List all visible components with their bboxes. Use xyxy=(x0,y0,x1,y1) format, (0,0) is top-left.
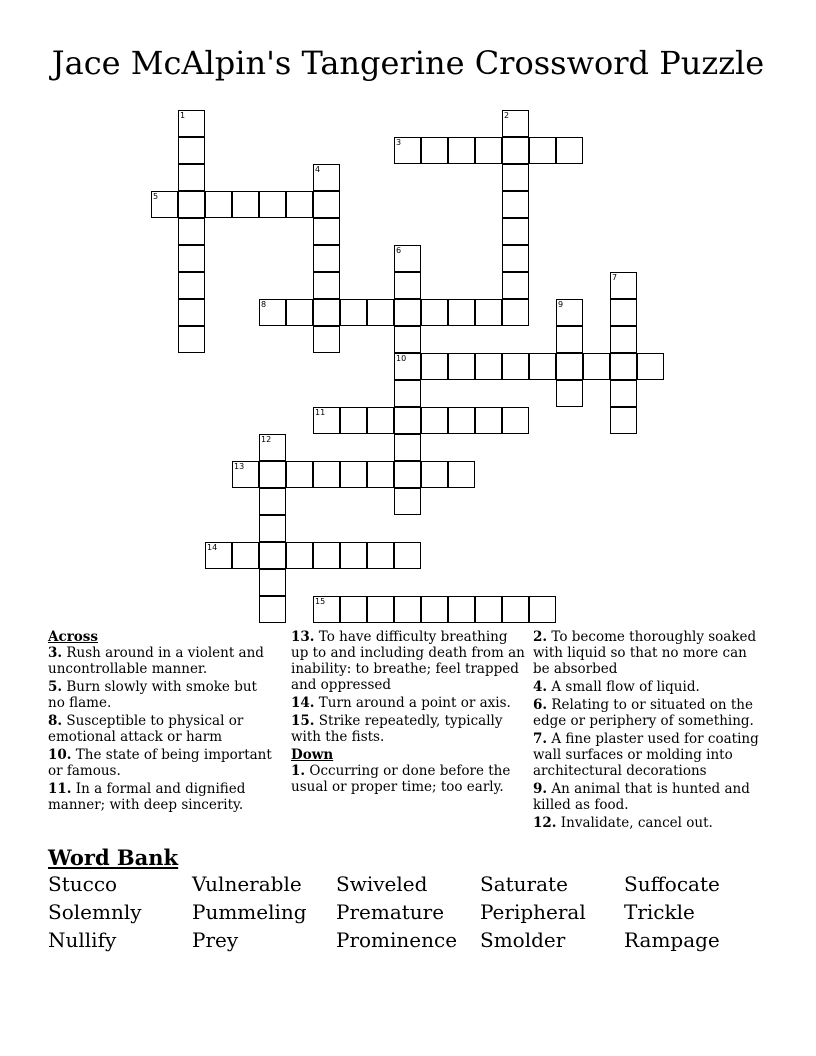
down-clue xyxy=(533,781,759,813)
clues-column-3 xyxy=(533,629,759,833)
grid-cell[interactable] xyxy=(529,353,556,380)
grid-cell[interactable] xyxy=(421,137,448,164)
grid-cell[interactable] xyxy=(394,434,421,461)
across-clue xyxy=(291,713,527,745)
across-clue xyxy=(291,629,527,693)
grid-cell[interactable] xyxy=(502,299,529,326)
grid-cell[interactable] xyxy=(448,353,475,380)
clue-text: An animal that is hunted and killed as food. xyxy=(533,781,750,813)
grid-cell[interactable] xyxy=(313,164,340,191)
clue-number: 7 xyxy=(612,273,618,282)
word-bank-item: Pummeling xyxy=(192,900,307,924)
clue-text: The state of being important or famous. xyxy=(48,747,272,779)
grid-cell[interactable] xyxy=(394,542,421,569)
grid-cell[interactable] xyxy=(556,380,583,407)
grid-cell[interactable] xyxy=(475,596,502,623)
word-bank-item: Saturate xyxy=(480,872,568,896)
grid-cell[interactable] xyxy=(394,596,421,623)
clue-number-label: 9. xyxy=(533,781,548,797)
word-bank-item: Peripheral xyxy=(480,900,586,924)
word-bank-item: Smolder xyxy=(480,928,566,952)
grid-cell[interactable] xyxy=(367,542,394,569)
grid-cell[interactable] xyxy=(448,299,475,326)
grid-cell[interactable] xyxy=(259,596,286,623)
clue-number-label: 4. xyxy=(533,679,548,695)
clue-text: A small flow of liquid. xyxy=(547,679,700,695)
word-bank-item: Rampage xyxy=(624,928,720,952)
down-clue xyxy=(533,815,759,831)
grid-cell[interactable] xyxy=(259,488,286,515)
grid-cell[interactable] xyxy=(502,245,529,272)
across-clue xyxy=(48,781,276,813)
grid-cell[interactable] xyxy=(475,353,502,380)
grid-cell[interactable] xyxy=(178,245,205,272)
clue-number: 8 xyxy=(261,300,267,309)
across-clue xyxy=(48,679,276,711)
grid-cell[interactable] xyxy=(313,461,340,488)
grid-cell[interactable] xyxy=(502,407,529,434)
down-clue xyxy=(533,679,759,695)
grid-cell[interactable] xyxy=(178,272,205,299)
grid-cell[interactable] xyxy=(259,542,286,569)
grid-cell[interactable] xyxy=(286,299,313,326)
clue-text: Rush around in a violent and uncontrollable manner. xyxy=(48,645,264,677)
grid-cell[interactable] xyxy=(502,110,529,137)
clue-number-label: 5. xyxy=(48,679,63,695)
grid-cell[interactable] xyxy=(232,191,259,218)
grid-cell[interactable] xyxy=(610,380,637,407)
clue-text: To become thoroughly soaked with liquid so that no more can be absorbed xyxy=(533,629,757,677)
clue-text: Susceptible to physical or emotional attack or harm xyxy=(48,713,244,745)
clue-number-label: 8. xyxy=(48,713,63,729)
grid-cell[interactable] xyxy=(313,542,340,569)
grid-cell[interactable] xyxy=(313,326,340,353)
down-clue xyxy=(533,731,759,779)
grid-cell[interactable] xyxy=(178,191,205,218)
grid-cell[interactable] xyxy=(421,353,448,380)
grid-cell[interactable] xyxy=(286,542,313,569)
grid-cell[interactable] xyxy=(178,137,205,164)
grid-cell[interactable] xyxy=(178,299,205,326)
clue-number: 14 xyxy=(207,543,218,552)
grid-cell[interactable] xyxy=(448,137,475,164)
puzzle-title: Jace McAlpin's Tangerine Crossword Puzzle xyxy=(51,44,765,82)
word-bank-item: Stucco xyxy=(48,872,118,896)
grid-cell[interactable] xyxy=(367,461,394,488)
grid-cell[interactable] xyxy=(259,569,286,596)
grid-cell[interactable] xyxy=(367,407,394,434)
clue-text: Strike repeatedly, typically with the fists. xyxy=(291,713,503,745)
down-heading: Down xyxy=(291,747,334,763)
word-bank-item: Swiveled xyxy=(336,872,428,896)
grid-cell[interactable] xyxy=(259,299,286,326)
grid-cell[interactable] xyxy=(610,407,637,434)
grid-cell[interactable] xyxy=(448,596,475,623)
word-bank xyxy=(48,872,788,952)
grid-cell[interactable] xyxy=(421,407,448,434)
grid-cell[interactable] xyxy=(475,299,502,326)
word-bank-item: Prey xyxy=(192,928,239,952)
clue-text: Relating to or situated on the edge or periphery of something. xyxy=(533,697,754,729)
grid-cell[interactable] xyxy=(610,326,637,353)
grid-cell[interactable] xyxy=(340,407,367,434)
clue-number: 3 xyxy=(396,138,402,147)
grid-cell[interactable] xyxy=(178,218,205,245)
clue-text: A fine plaster used for coating wall surfaces or molding into architectural decorations xyxy=(533,731,759,779)
grid-cell[interactable] xyxy=(232,461,259,488)
grid-cell[interactable] xyxy=(313,299,340,326)
clue-text: Turn around a point or axis. xyxy=(314,695,511,711)
grid-cell[interactable] xyxy=(286,191,313,218)
clue-number-label: 2. xyxy=(533,629,548,645)
grid-cell[interactable] xyxy=(394,272,421,299)
clue-number-label: 10. xyxy=(48,747,72,763)
grid-cell[interactable] xyxy=(394,137,421,164)
grid-cell[interactable] xyxy=(610,299,637,326)
across-clue xyxy=(48,645,276,677)
clue-number: 4 xyxy=(315,165,321,174)
word-bank-item: Trickle xyxy=(624,900,695,924)
grid-cell[interactable] xyxy=(394,488,421,515)
across-clue xyxy=(48,747,276,779)
grid-cell[interactable] xyxy=(394,299,421,326)
grid-cell[interactable] xyxy=(475,137,502,164)
grid-cell[interactable] xyxy=(637,353,664,380)
grid-cell[interactable] xyxy=(394,326,421,353)
clue-number-label: 12. xyxy=(533,815,557,831)
clue-number: 10 xyxy=(396,354,407,363)
grid-cell[interactable] xyxy=(313,596,340,623)
grid-cell[interactable] xyxy=(610,353,637,380)
grid-cell[interactable] xyxy=(232,542,259,569)
grid-cell[interactable] xyxy=(313,245,340,272)
grid-cell[interactable] xyxy=(394,245,421,272)
grid-cell[interactable] xyxy=(502,272,529,299)
clue-number-label: 13. xyxy=(291,629,315,645)
grid-cell[interactable] xyxy=(151,191,178,218)
clue-number-label: 11. xyxy=(48,781,72,797)
grid-cell[interactable] xyxy=(529,137,556,164)
grid-cell[interactable] xyxy=(340,299,367,326)
grid-cell[interactable] xyxy=(259,461,286,488)
grid-cell[interactable] xyxy=(583,353,610,380)
grid-cell[interactable] xyxy=(394,380,421,407)
grid-cell[interactable] xyxy=(556,299,583,326)
grid-cell[interactable] xyxy=(286,461,313,488)
grid-cell[interactable] xyxy=(259,434,286,461)
grid-cell[interactable] xyxy=(313,407,340,434)
word-bank-title: Word Bank xyxy=(48,845,179,870)
clue-number: 6 xyxy=(396,246,402,255)
clue-text: In a formal and dignified manner; with deep sincerity. xyxy=(48,781,246,813)
word-bank-item: Premature xyxy=(336,900,445,924)
clue-number: 2 xyxy=(504,111,510,120)
down-clue xyxy=(533,697,759,729)
clue-number-label: 14. xyxy=(291,695,315,711)
grid-cell[interactable] xyxy=(502,218,529,245)
across-clue xyxy=(48,713,276,745)
grid-cell[interactable] xyxy=(556,137,583,164)
grid-cell[interactable] xyxy=(421,461,448,488)
word-bank-item: Suffocate xyxy=(624,872,720,896)
grid-cell[interactable] xyxy=(610,272,637,299)
word-bank-item: Solemnly xyxy=(48,900,142,924)
grid-cell[interactable] xyxy=(313,218,340,245)
grid-cell[interactable] xyxy=(448,407,475,434)
grid-cell[interactable] xyxy=(556,326,583,353)
clue-number: 5 xyxy=(153,192,159,201)
grid-cell[interactable] xyxy=(259,191,286,218)
clue-text: To have difficulty breathing up to and including death from an inability: to breathe; feel trapped and oppressed xyxy=(291,629,525,693)
grid-cell[interactable] xyxy=(502,164,529,191)
grid-cell[interactable] xyxy=(178,326,205,353)
grid-cell[interactable] xyxy=(178,164,205,191)
grid-cell[interactable] xyxy=(502,191,529,218)
word-bank-item: Nullify xyxy=(48,928,117,952)
clue-number-label: 6. xyxy=(533,697,548,713)
clue-text: Invalidate, cancel out. xyxy=(556,815,713,831)
grid-cell[interactable] xyxy=(340,596,367,623)
grid-cell[interactable] xyxy=(502,596,529,623)
grid-cell[interactable] xyxy=(367,596,394,623)
across-clue xyxy=(291,695,527,711)
grid-cell[interactable] xyxy=(448,461,475,488)
grid-cell[interactable] xyxy=(502,137,529,164)
grid-cell[interactable] xyxy=(367,299,394,326)
down-clue xyxy=(533,629,759,677)
clue-number: 1 xyxy=(180,111,186,120)
clue-number-label: 3. xyxy=(48,645,63,661)
grid-cell[interactable] xyxy=(394,353,421,380)
clues-column-1 xyxy=(48,629,276,815)
grid-cell[interactable] xyxy=(502,353,529,380)
clue-number: 15 xyxy=(315,597,326,606)
grid-cell[interactable] xyxy=(556,353,583,380)
grid-cell[interactable] xyxy=(421,299,448,326)
grid-cell[interactable] xyxy=(205,191,232,218)
down-clue xyxy=(291,763,527,795)
grid-cell[interactable] xyxy=(340,542,367,569)
grid-cell[interactable] xyxy=(313,191,340,218)
clue-text: Burn slowly with smoke but no flame. xyxy=(48,679,257,711)
across-heading: Across xyxy=(48,629,99,645)
grid-cell[interactable] xyxy=(394,407,421,434)
clue-number: 11 xyxy=(315,408,326,417)
grid-cell[interactable] xyxy=(529,596,556,623)
clue-number-label: 7. xyxy=(533,731,548,747)
grid-cell[interactable] xyxy=(205,542,232,569)
clue-number: 9 xyxy=(558,300,564,309)
grid-cell[interactable] xyxy=(313,272,340,299)
grid-cell[interactable] xyxy=(475,407,502,434)
clue-number-label: 1. xyxy=(291,763,306,779)
grid-cell[interactable] xyxy=(178,110,205,137)
grid-cell[interactable] xyxy=(421,596,448,623)
grid-cell[interactable] xyxy=(394,461,421,488)
word-bank-item: Vulnerable xyxy=(192,872,302,896)
word-bank-item: Prominence xyxy=(336,928,458,952)
clue-text: Occurring or done before the usual or proper time; too early. xyxy=(291,763,511,795)
clues-column-2 xyxy=(291,629,527,797)
clue-number: 12 xyxy=(261,435,272,444)
clue-number-label: 15. xyxy=(291,713,315,729)
clue-number: 13 xyxy=(234,462,245,471)
grid-cell[interactable] xyxy=(259,515,286,542)
grid-cell[interactable] xyxy=(340,461,367,488)
